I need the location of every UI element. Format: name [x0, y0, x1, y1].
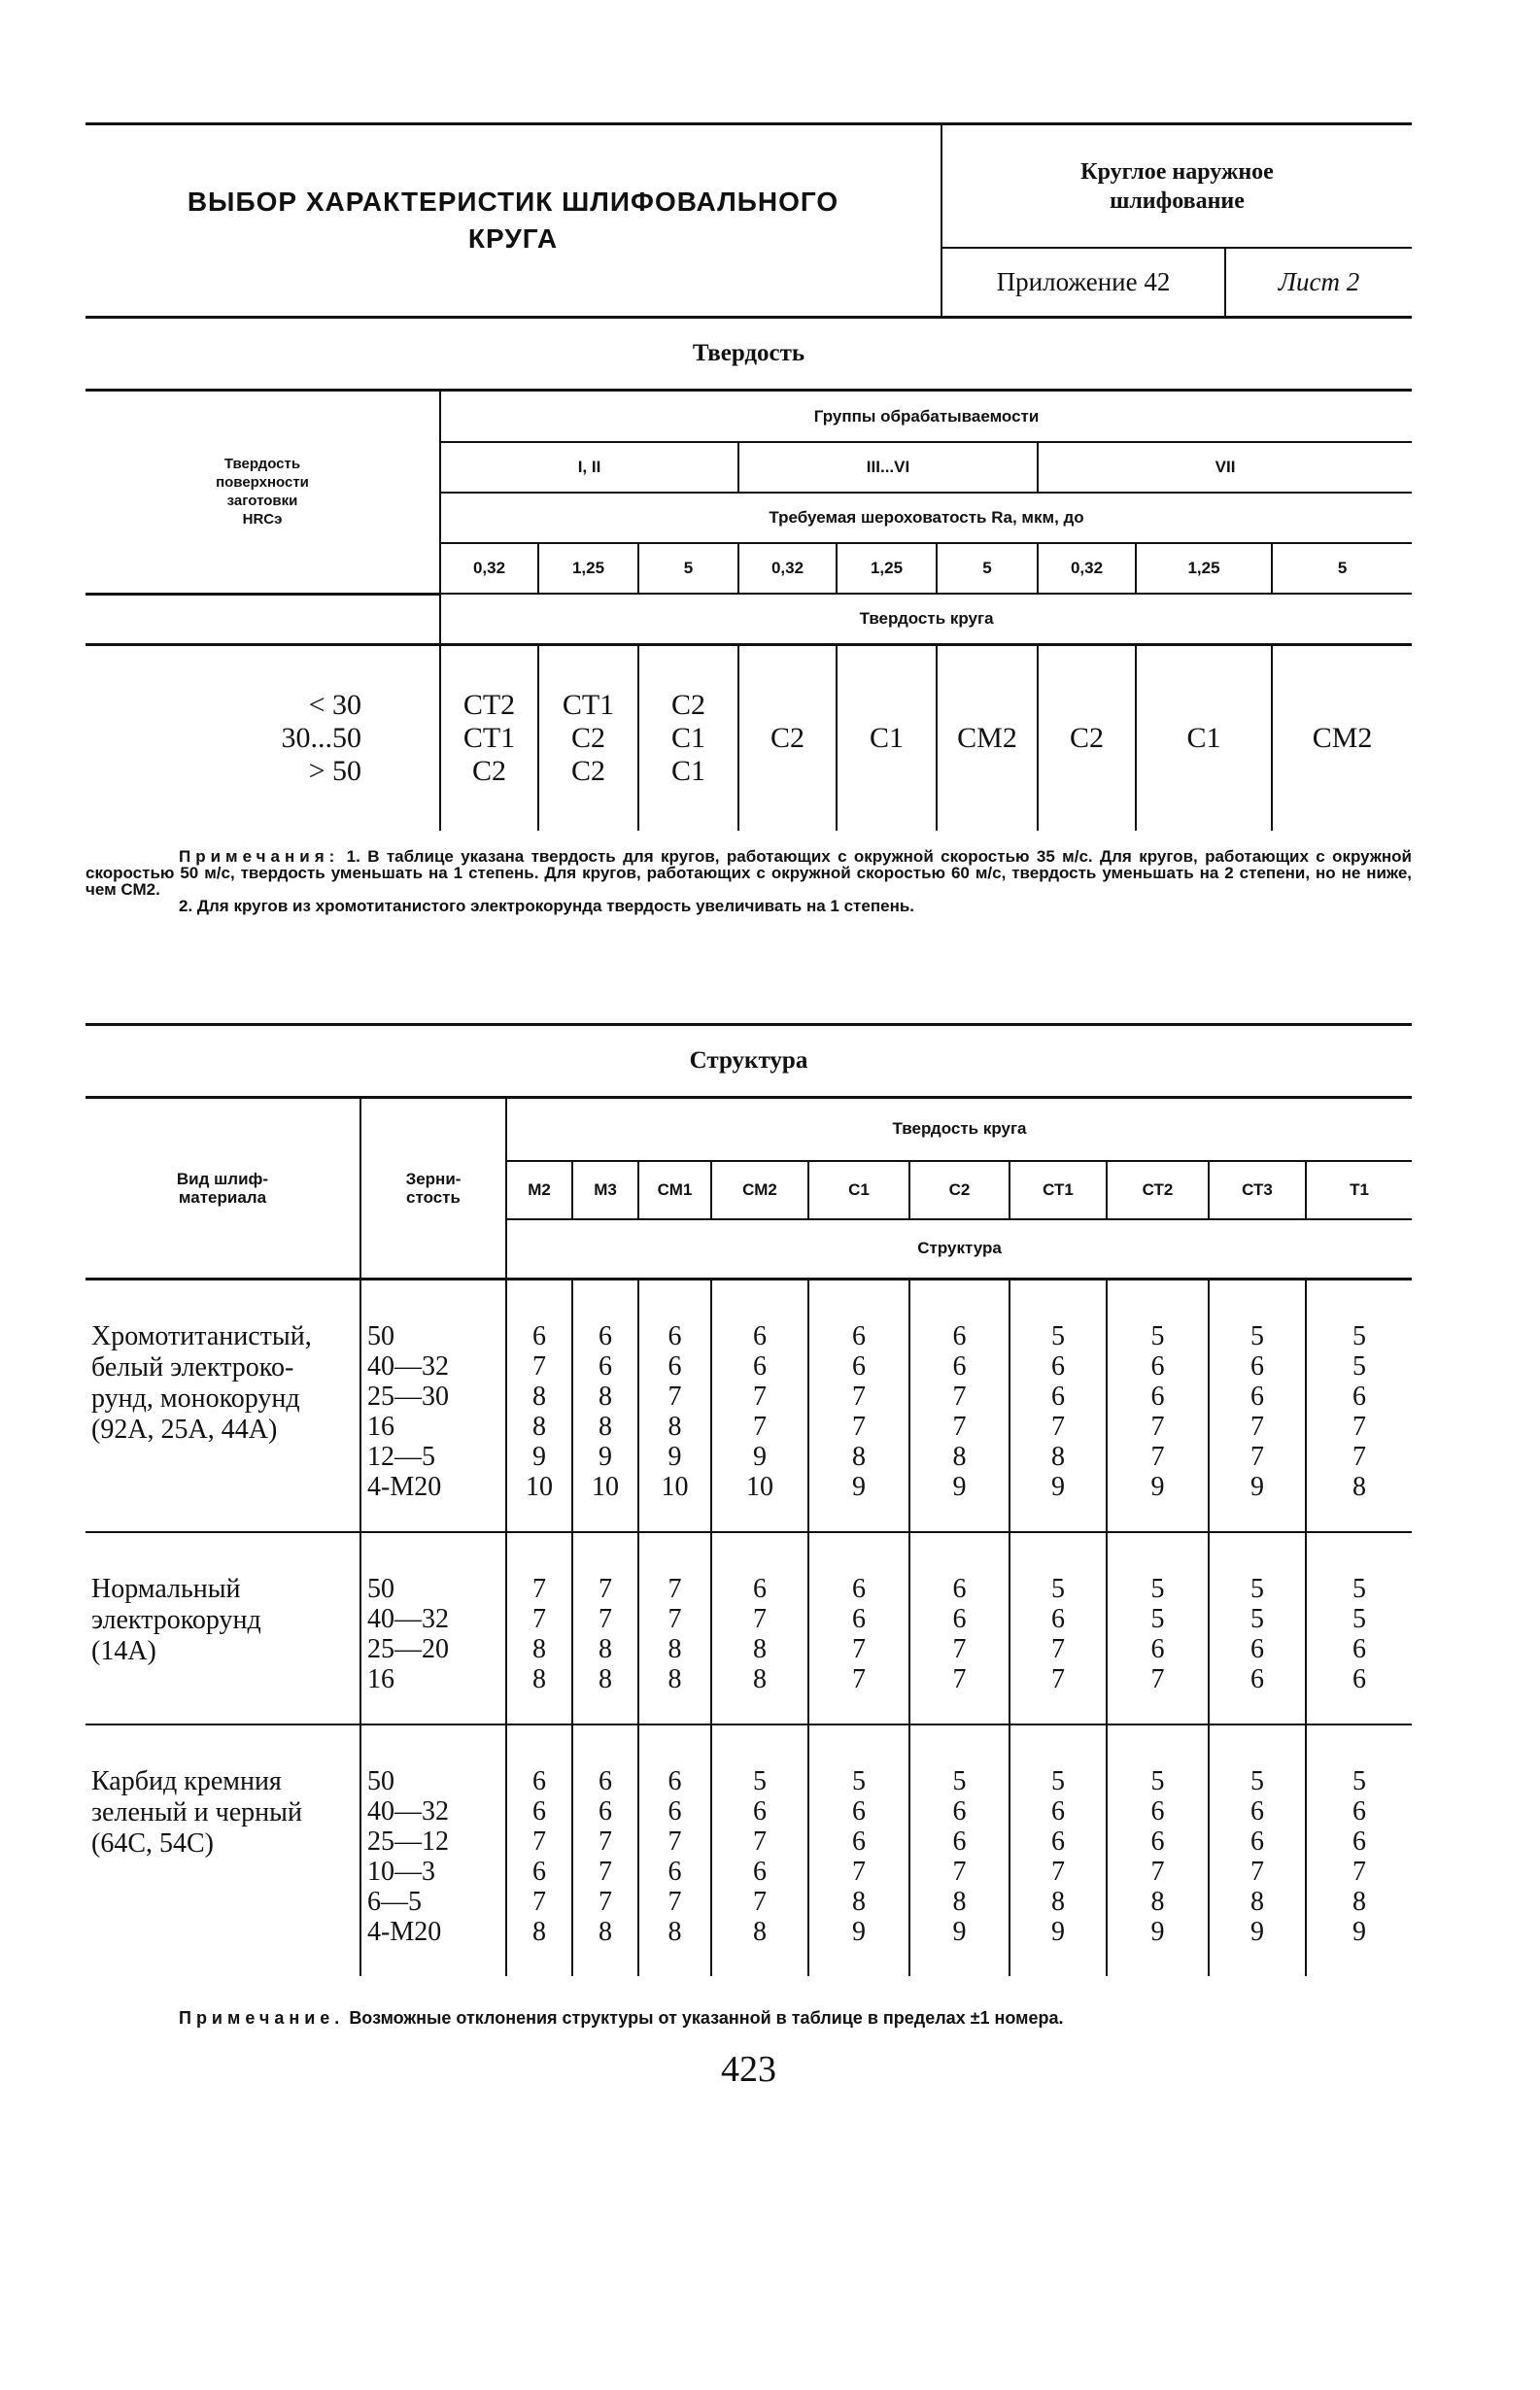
- structure-value: 7: [952, 1382, 967, 1412]
- header-info: [942, 125, 1412, 316]
- structure-cell: [1209, 1724, 1306, 1976]
- grain-sizes: [360, 1532, 506, 1724]
- structure-value: 5: [1250, 1574, 1264, 1604]
- structure-value: 8: [532, 1382, 546, 1412]
- workpiece-hardness-values: [86, 644, 440, 831]
- structure-value: 7: [753, 1604, 767, 1634]
- material-type-header: Вид шлиф- материала: [86, 1099, 360, 1280]
- structure-value: 9: [1250, 1472, 1264, 1502]
- structure-cell: [1107, 1280, 1209, 1533]
- structure-cell: [711, 1280, 808, 1533]
- structure-value: 6: [532, 1766, 546, 1796]
- structure-value: 6: [532, 1321, 546, 1351]
- structure-value: 7: [852, 1634, 866, 1664]
- structure-value: 7: [1250, 1442, 1264, 1472]
- structure-value: 7: [1150, 1857, 1165, 1887]
- structure-value: 8: [667, 1917, 682, 1947]
- structure-cell: [1306, 1280, 1412, 1533]
- workpiece-hardness: > 50: [308, 754, 361, 787]
- structure-value: 5: [1051, 1766, 1065, 1796]
- hardness-note-2: 2. Для кругов из хромотитанистого электрокорунда твердость увеличивать на 1 степень.: [179, 896, 915, 915]
- structure-value: 8: [1352, 1887, 1367, 1917]
- structure-value: 7: [1150, 1412, 1165, 1442]
- header-refs: [942, 249, 1412, 316]
- grain-size: 50: [367, 1321, 394, 1351]
- structure-value: 6: [1250, 1796, 1264, 1827]
- structure-value: 7: [852, 1412, 866, 1442]
- structure-value: 6: [753, 1351, 767, 1382]
- structure-value: 6: [1250, 1827, 1264, 1857]
- structure-value: 8: [852, 1442, 866, 1472]
- structure-value: 7: [1150, 1442, 1165, 1472]
- structure-value: 7: [667, 1574, 682, 1604]
- document-title-line2: КРУГА: [467, 223, 559, 254]
- workpiece-hardness: 30...50: [281, 721, 361, 754]
- structure-value: 6: [667, 1351, 682, 1382]
- structure-value: 6: [1051, 1604, 1065, 1634]
- structure-value: 6: [667, 1796, 682, 1827]
- structure-value: 10: [526, 1472, 553, 1502]
- structure-value: 6: [667, 1321, 682, 1351]
- structure-value: 7: [667, 1382, 682, 1412]
- structure-value: 5: [1250, 1321, 1264, 1351]
- structure-value: 9: [952, 1472, 967, 1502]
- group-header: VII: [1038, 442, 1412, 493]
- structure-value: 6: [1150, 1634, 1165, 1664]
- grain-size: 25—12: [367, 1827, 449, 1857]
- structure-table: [86, 1099, 1412, 1977]
- grain-size: 50: [367, 1574, 394, 1604]
- structure-cell: [1107, 1532, 1209, 1724]
- structure-value: 7: [532, 1574, 546, 1604]
- structure-value: 7: [599, 1574, 612, 1604]
- structure-cell: [638, 1532, 711, 1724]
- structure-value: 6: [599, 1766, 612, 1796]
- wheel-hardness-header: Твердость круга: [506, 1099, 1412, 1161]
- structure-value: 6: [753, 1857, 767, 1887]
- structure-cell: [638, 1280, 711, 1533]
- structure-value: 8: [852, 1887, 866, 1917]
- structure-value: 5: [1150, 1321, 1165, 1351]
- structure-value: 6: [852, 1604, 866, 1634]
- hardness-table: [86, 392, 1412, 831]
- structure-section-title: Структура: [86, 1026, 1412, 1099]
- structure-value: 7: [599, 1887, 612, 1917]
- roughness-value: 0,32: [440, 543, 538, 594]
- structure-value: 6: [952, 1321, 967, 1351]
- structure-value: 6: [1150, 1827, 1165, 1857]
- hardness-notes: [86, 848, 1412, 914]
- structure-value: 8: [667, 1664, 682, 1694]
- structure-cell: [506, 1280, 572, 1533]
- hardness-section-title: Твердость: [86, 319, 1412, 392]
- structure-value: 5: [1250, 1604, 1264, 1634]
- structure-value: 7: [852, 1382, 866, 1412]
- hardness-cell: СМ2: [1272, 644, 1412, 831]
- grain-size: 40—32: [367, 1796, 449, 1827]
- structure-value: 6: [852, 1827, 866, 1857]
- structure-value: 6: [852, 1321, 866, 1351]
- roughness-value: 5: [638, 543, 738, 594]
- structure-value: 7: [952, 1412, 967, 1442]
- structure-value: 7: [952, 1634, 967, 1664]
- structure-value: 6: [1051, 1796, 1065, 1827]
- roughness-header: Требуемая шероховатость Ra, мкм, до: [440, 493, 1412, 543]
- structure-cell: [1209, 1532, 1306, 1724]
- structure-value: 6: [1150, 1796, 1165, 1827]
- structure-value: 9: [1150, 1917, 1165, 1947]
- structure-cell: [711, 1532, 808, 1724]
- structure-value: 8: [599, 1634, 612, 1664]
- document-page: [86, 122, 1412, 2091]
- structure-value: 6: [532, 1857, 546, 1887]
- structure-value: 8: [952, 1887, 967, 1917]
- structure-value: 8: [1051, 1442, 1065, 1472]
- hardness-grade-header: СМ1: [638, 1161, 711, 1219]
- hardness-grade-header: Т1: [1306, 1161, 1412, 1219]
- hardness-cell: СМ2: [937, 644, 1038, 831]
- hardness-grade-header: М3: [572, 1161, 638, 1219]
- structure-cell: [1306, 1532, 1412, 1724]
- structure-note-text: Возможные отклонения структуры от указанной в таблице в пределах ±1 номера.: [349, 2008, 1064, 2028]
- structure-value: 10: [592, 1472, 619, 1502]
- grain-size: 6—5: [367, 1887, 422, 1917]
- roughness-value: 1,25: [538, 543, 638, 594]
- structure-cell: [808, 1532, 909, 1724]
- roughness-value: 5: [937, 543, 1038, 594]
- structure-value: 6: [753, 1574, 767, 1604]
- grain-size-header: Зерни- стость: [360, 1099, 506, 1280]
- structure-value: 7: [599, 1604, 612, 1634]
- structure-value: 8: [1051, 1887, 1065, 1917]
- material-name: Нормальный электрокорунд (14А): [86, 1532, 360, 1724]
- structure-value: 8: [1150, 1887, 1165, 1917]
- structure-value: 7: [753, 1887, 767, 1917]
- hardness-cell: СТ1 С2 С2: [538, 644, 638, 831]
- wheel-hardness-header: Твердость круга: [440, 594, 1412, 644]
- structure-value: 6: [667, 1857, 682, 1887]
- structure-value: 7: [532, 1887, 546, 1917]
- hardness-note-1: 1. В таблице указана твердость для кругов, работающих с окружной скоростью 35 м/с. Для кругов, работающих с окружной скоростью 50 м/с, твердость уменьшать на 1 степень. Для кругов, работающих с окружной скоростью 60 м/с, твердость уменьшать на 2 степени, но не ниже, чем СМ2.: [86, 846, 1412, 899]
- structure-value: 9: [952, 1917, 967, 1947]
- structure-value: 9: [753, 1442, 767, 1472]
- roughness-value: 1,25: [1136, 543, 1272, 594]
- structure-value: 5: [1150, 1766, 1165, 1796]
- structure-value: 5: [1352, 1321, 1367, 1351]
- structure-value: 7: [599, 1827, 612, 1857]
- workpiece-hardness-header: Твердость поверхности заготовки HRCэ: [86, 392, 440, 594]
- operation-category-line1: Круглое наружное: [1080, 158, 1274, 185]
- structure-note-lead: Примечание.: [179, 2008, 345, 2028]
- structure-value: 5: [1051, 1321, 1065, 1351]
- structure-cell: [638, 1724, 711, 1976]
- structure-value: 8: [952, 1442, 967, 1472]
- structure-value: 6: [952, 1604, 967, 1634]
- structure-value: 8: [753, 1664, 767, 1694]
- structure-value: 8: [532, 1664, 546, 1694]
- structure-value: 5: [1352, 1766, 1367, 1796]
- machinability-groups-header: Группы обрабатываемости: [440, 392, 1412, 442]
- structure-value: 7: [852, 1664, 866, 1694]
- structure-value: 7: [599, 1857, 612, 1887]
- structure-value: 6: [1250, 1351, 1264, 1382]
- structure-value: 7: [667, 1887, 682, 1917]
- structure-value: 7: [1352, 1442, 1367, 1472]
- roughness-value: 0,32: [738, 543, 837, 594]
- structure-cell: [808, 1280, 909, 1533]
- structure-value: 6: [952, 1827, 967, 1857]
- structure-cell: [506, 1532, 572, 1724]
- structure-value: 8: [599, 1664, 612, 1694]
- appendix-number: Приложение 42: [942, 249, 1226, 316]
- hardness-grade-header: М2: [506, 1161, 572, 1219]
- structure-value: 9: [1352, 1917, 1367, 1947]
- page-number: 423: [721, 2049, 776, 2090]
- structure-value: 6: [1150, 1382, 1165, 1412]
- hardness-cell: СТ2 СТ1 С2: [440, 644, 538, 831]
- structure-value: 7: [1051, 1664, 1065, 1694]
- material-group-row: [86, 1532, 1412, 1724]
- structure-cell: [711, 1724, 808, 1976]
- structure-value: 10: [746, 1472, 773, 1502]
- structure-value: 6: [1051, 1382, 1065, 1412]
- grain-size: 16: [367, 1664, 394, 1694]
- structure-value: 5: [1051, 1574, 1065, 1604]
- structure-value: 6: [667, 1766, 682, 1796]
- structure-cell: [1209, 1280, 1306, 1533]
- material-group-row: [86, 1724, 1412, 1976]
- material-group-row: [86, 1280, 1412, 1533]
- structure-value: 8: [599, 1382, 612, 1412]
- hardness-grade-header: С2: [909, 1161, 1010, 1219]
- group-header: III...VI: [738, 442, 1038, 493]
- structure-value: 8: [532, 1634, 546, 1664]
- structure-value: 7: [753, 1382, 767, 1412]
- roughness-value: 5: [1272, 543, 1412, 594]
- grain-sizes: [360, 1280, 506, 1533]
- notes-lead: Примечания:: [179, 846, 340, 866]
- structure-value: 6: [852, 1574, 866, 1604]
- structure-value: 7: [1250, 1857, 1264, 1887]
- structure-value: 7: [852, 1857, 866, 1887]
- structure-value: 7: [667, 1827, 682, 1857]
- operation-category: [942, 125, 1412, 249]
- hardness-grade-header: СТ1: [1010, 1161, 1107, 1219]
- structure-value: 9: [852, 1472, 866, 1502]
- structure-value: 6: [1352, 1796, 1367, 1827]
- structure-value: 5: [1150, 1604, 1165, 1634]
- structure-value: 8: [532, 1412, 546, 1442]
- structure-value: 7: [753, 1412, 767, 1442]
- structure-value: 7: [532, 1827, 546, 1857]
- material-name: Карбид кремния зеленый и черный (64С, 54С): [86, 1724, 360, 1976]
- structure-value: 6: [1250, 1664, 1264, 1694]
- structure-value: 6: [852, 1351, 866, 1382]
- structure-value: 8: [1250, 1887, 1264, 1917]
- structure-value: 10: [661, 1472, 689, 1502]
- structure-value: 5: [1352, 1604, 1367, 1634]
- hardness-cell: С2: [738, 644, 837, 831]
- structure-value: 7: [1051, 1857, 1065, 1887]
- structure-value: 6: [1150, 1351, 1165, 1382]
- structure-value: 8: [599, 1412, 612, 1442]
- hardness-cell: С2: [1038, 644, 1136, 831]
- grain-size: 10—3: [367, 1857, 435, 1887]
- structure-value: 5: [1352, 1351, 1367, 1382]
- structure-header: Структура: [506, 1219, 1412, 1280]
- structure-value: 6: [1352, 1827, 1367, 1857]
- structure-value: 9: [1250, 1917, 1264, 1947]
- structure-value: 8: [753, 1634, 767, 1664]
- structure-value: 7: [667, 1604, 682, 1634]
- operation-category-line2: шлифование: [1110, 188, 1245, 214]
- structure-value: 6: [1352, 1634, 1367, 1664]
- structure-value: 5: [952, 1766, 967, 1796]
- structure-value: 6: [1352, 1382, 1367, 1412]
- structure-cell: [572, 1532, 638, 1724]
- document-title: [86, 125, 942, 316]
- structure-value: 5: [1150, 1574, 1165, 1604]
- structure-value: 7: [1051, 1634, 1065, 1664]
- structure-value: 7: [1150, 1664, 1165, 1694]
- structure-value: 7: [753, 1827, 767, 1857]
- structure-value: 6: [852, 1796, 866, 1827]
- hardness-grade-header: СТ2: [1107, 1161, 1209, 1219]
- structure-value: 5: [852, 1766, 866, 1796]
- structure-value: 6: [952, 1796, 967, 1827]
- structure-cell: [506, 1724, 572, 1976]
- document-header: [86, 122, 1412, 319]
- hardness-grade-header: СТ3: [1209, 1161, 1306, 1219]
- structure-cell: [909, 1280, 1010, 1533]
- structure-value: 9: [599, 1442, 612, 1472]
- structure-cell: [1010, 1724, 1107, 1976]
- structure-value: 6: [753, 1796, 767, 1827]
- hardness-grade-header: СМ2: [711, 1161, 808, 1219]
- structure-value: 7: [532, 1604, 546, 1634]
- structure-value: 6: [1352, 1664, 1367, 1694]
- hardness-grade-header: С1: [808, 1161, 909, 1219]
- workpiece-hardness: < 30: [308, 688, 361, 721]
- structure-value: 8: [599, 1917, 612, 1947]
- hardness-cell: С1: [1136, 644, 1272, 831]
- structure-cell: [1010, 1280, 1107, 1533]
- structure-value: 6: [952, 1351, 967, 1382]
- structure-value: 7: [1352, 1412, 1367, 1442]
- structure-cell: [909, 1724, 1010, 1976]
- structure-cell: [1010, 1532, 1107, 1724]
- structure-note: [86, 2009, 1412, 2027]
- structure-value: 5: [1250, 1766, 1264, 1796]
- structure-value: 7: [532, 1351, 546, 1382]
- structure-value: 6: [1051, 1827, 1065, 1857]
- structure-cell: [572, 1280, 638, 1533]
- structure-value: 6: [952, 1574, 967, 1604]
- structure-value: 7: [1352, 1857, 1367, 1887]
- structure-value: 6: [599, 1321, 612, 1351]
- hardness-cell: С1: [837, 644, 937, 831]
- structure-value: 6: [599, 1796, 612, 1827]
- group-header: I, II: [440, 442, 738, 493]
- structure-value: 7: [952, 1857, 967, 1887]
- grain-size: 4-М20: [367, 1917, 442, 1947]
- grain-size: 40—32: [367, 1604, 449, 1634]
- material-name: Хромотитанистый, белый электроко- рунд, монокорунд (92А, 25А, 44А): [91, 1321, 312, 1445]
- structure-value: 8: [1352, 1472, 1367, 1502]
- structure-value: 9: [852, 1917, 866, 1947]
- grain-size: 25—20: [367, 1634, 449, 1664]
- structure-value: 8: [753, 1917, 767, 1947]
- structure-value: 9: [1051, 1472, 1065, 1502]
- grain-size: 40—32: [367, 1351, 449, 1382]
- structure-cell: [1306, 1724, 1412, 1976]
- structure-value: 8: [532, 1917, 546, 1947]
- grain-sizes: [360, 1724, 506, 1976]
- structure-value: 6: [1250, 1634, 1264, 1664]
- structure-cell: [1107, 1724, 1209, 1976]
- hardness-cell: С2 С1 С1: [638, 644, 738, 831]
- grain-size: 16: [367, 1412, 394, 1442]
- document-title-line1: ВЫБОР ХАРАКТЕРИСТИК ШЛИФОВАЛЬНОГО: [187, 187, 839, 217]
- structure-value: 6: [599, 1351, 612, 1382]
- structure-value: 5: [1352, 1574, 1367, 1604]
- structure-value: 9: [1150, 1472, 1165, 1502]
- structure-section: [86, 1023, 1412, 2092]
- structure-cell: [572, 1724, 638, 1976]
- structure-value: 6: [1051, 1351, 1065, 1382]
- structure-value: 6: [1250, 1382, 1264, 1412]
- structure-value: 9: [532, 1442, 546, 1472]
- structure-value: 7: [1250, 1412, 1264, 1442]
- grain-size: 50: [367, 1766, 394, 1796]
- structure-value: 8: [667, 1412, 682, 1442]
- grain-size: 25—30: [367, 1382, 449, 1412]
- structure-value: 6: [532, 1796, 546, 1827]
- structure-value: 9: [667, 1442, 682, 1472]
- structure-value: 5: [753, 1766, 767, 1796]
- grain-size: 4-М20: [367, 1472, 442, 1502]
- sheet-number: Лист 2: [1278, 267, 1360, 296]
- roughness-value: 1,25: [837, 543, 937, 594]
- structure-value: 8: [667, 1634, 682, 1664]
- structure-cell: [808, 1724, 909, 1976]
- grain-size: 12—5: [367, 1442, 435, 1472]
- structure-value: 9: [1051, 1917, 1065, 1947]
- structure-cell: [909, 1532, 1010, 1724]
- structure-value: 7: [1051, 1412, 1065, 1442]
- structure-value: 6: [753, 1321, 767, 1351]
- structure-value: 7: [952, 1664, 967, 1694]
- roughness-value: 0,32: [1038, 543, 1136, 594]
